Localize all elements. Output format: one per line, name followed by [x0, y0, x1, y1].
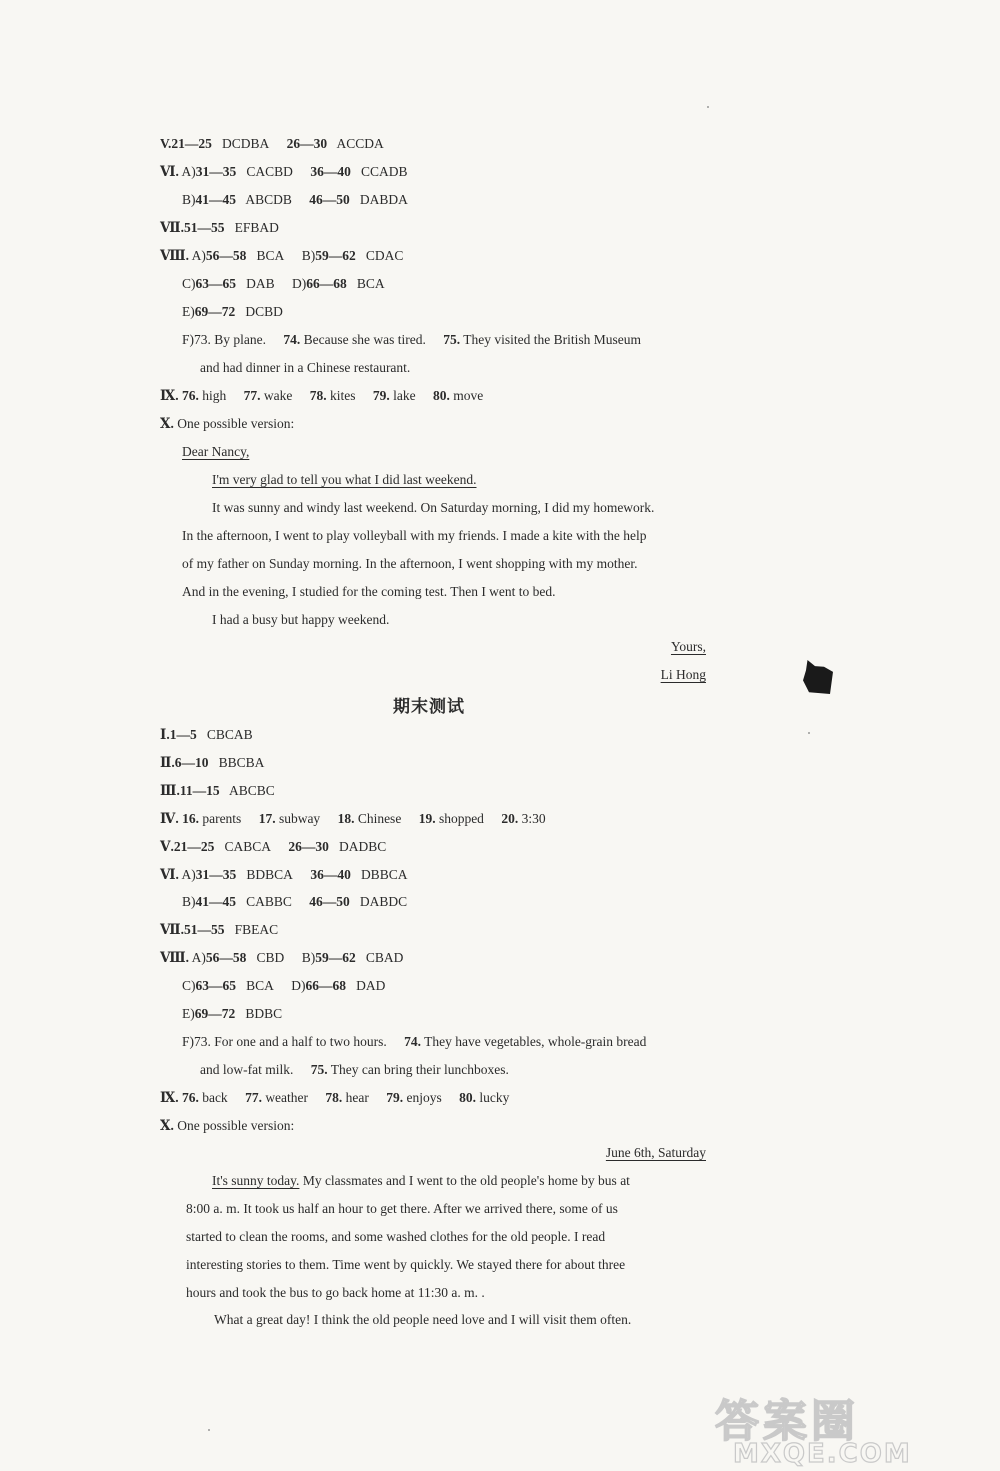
- letter-body-line: It was sunny and windy last weekend. On Saturday morning, I did my homework.: [212, 500, 655, 515]
- answer-word: lucky: [479, 1090, 510, 1105]
- final-section-x-intro: Ⅹ. One possible version:: [160, 1118, 295, 1133]
- watermark-url: MXQE.COM: [733, 1439, 912, 1469]
- answers: DABDA: [359, 192, 408, 207]
- final-section-iii-answers: Ⅲ.11—15 ABCBC: [160, 783, 275, 798]
- section-vi-answers-b: [182, 191, 408, 209]
- diary-date: June 6th, Saturday: [605, 1145, 706, 1160]
- answers: BCA: [356, 276, 385, 291]
- question-range: 31—35: [195, 164, 237, 179]
- question-number: 17.: [258, 811, 276, 826]
- question-number: 75.: [310, 1062, 328, 1077]
- answer-word: parents: [202, 811, 242, 826]
- question-range: 59—62: [315, 950, 356, 965]
- answers: ABCBC: [228, 783, 275, 798]
- part-label: F): [182, 1034, 195, 1049]
- question-range: 69—72: [194, 1006, 236, 1021]
- section-viii-answers-e: [182, 303, 283, 321]
- roman-numeral: Ⅷ: [160, 248, 186, 263]
- question-range: 21—25: [173, 839, 215, 854]
- roman-numeral: Ⅳ: [160, 811, 176, 826]
- diary-body-line: started to clean the rooms, and some washed clothes for the old people. I read: [186, 1229, 606, 1244]
- answers: CABCA: [224, 839, 271, 854]
- question-range: 41—45: [195, 192, 236, 207]
- question-range: 26—30: [288, 839, 329, 854]
- question-number: 16.: [182, 811, 199, 826]
- question-range: 66—68: [306, 276, 347, 291]
- answers: CBAD: [365, 950, 404, 965]
- part-label: B): [182, 192, 196, 207]
- answers: CABBC: [246, 894, 292, 909]
- diary-text: My classmates and I went to the old people's home by bus at: [302, 1173, 630, 1188]
- answer-74-continued: and low-fat milk.: [200, 1062, 294, 1077]
- letter-greeting: Dear Nancy,: [182, 444, 250, 459]
- intro-text: One possible version:: [177, 416, 295, 431]
- final-section-viii-answers-cd: [182, 977, 385, 995]
- roman-numeral: Ⅱ: [160, 755, 172, 770]
- answer-word: lake: [393, 388, 416, 403]
- answers: DAB: [246, 276, 275, 291]
- answers: ABCDB: [245, 192, 292, 207]
- final-section-viii-answers-f: [182, 1033, 646, 1051]
- question-number: 76.: [181, 1090, 199, 1105]
- question-range: 56—58: [205, 248, 247, 263]
- question-number: 78.: [309, 388, 327, 403]
- question-number: 18.: [337, 811, 355, 826]
- intro-text: One possible version:: [177, 1118, 295, 1133]
- final-section-viii-answers-e: [182, 1005, 282, 1023]
- answer-word: wake: [263, 388, 293, 403]
- letter-closing-line: I had a busy but happy weekend.: [212, 612, 390, 627]
- roman-numeral: Ⅹ: [160, 416, 171, 431]
- question-number: 77.: [245, 1090, 262, 1105]
- answer-73: 73. By plane.: [194, 332, 267, 347]
- question-range: 51—55: [183, 220, 225, 235]
- section-viii-answer-75-cont: [200, 359, 410, 377]
- answer-word: enjoys: [406, 1090, 442, 1105]
- question-range: 1—5: [169, 727, 197, 742]
- speck: [808, 732, 810, 734]
- section-v-answers: V.21—25 DCDBA 26—30 ACCDA: [160, 136, 384, 151]
- section-viii-answers-cd: [182, 275, 385, 293]
- roman-numeral: V: [160, 136, 169, 151]
- answer-73: 73. For one and a half to two hours.: [194, 1034, 387, 1049]
- answers: CBCAB: [206, 727, 253, 742]
- part-label: C): [182, 978, 196, 993]
- question-range: 31—35: [195, 867, 237, 882]
- letter-opening: I'm very glad to tell you what I did last weekend.: [212, 472, 477, 487]
- question-range: 46—50: [309, 192, 350, 207]
- roman-numeral: Ⅲ: [160, 783, 177, 798]
- question-range: 26—30: [286, 136, 328, 151]
- answer-word: Chinese: [357, 811, 402, 826]
- part-label: A): [181, 867, 196, 882]
- final-section-iv-answers: Ⅳ. 16. parents 17. subway 18. Chinese 19. shopped 20. 3:30: [160, 811, 546, 826]
- question-range: 41—45: [195, 894, 236, 909]
- question-range: 51—55: [183, 922, 225, 937]
- section-viii-answers-ab: Ⅷ. A)56—58 BCA B)59—62 CDAC: [160, 248, 404, 263]
- answer-word: 3:30: [521, 811, 546, 826]
- part-label: C): [182, 276, 196, 291]
- answer-75: They can bring their lunchboxes.: [330, 1062, 509, 1077]
- part-label: B): [301, 248, 316, 263]
- roman-numeral: Ⅸ: [160, 1090, 176, 1105]
- part-label: B): [182, 894, 196, 909]
- roman-numeral: Ⅰ: [160, 727, 167, 742]
- diary-weather: It's sunny today.: [212, 1173, 300, 1188]
- answer-word: hear: [345, 1090, 369, 1105]
- final-section-ix-answers: Ⅸ. 76. back 77. weather 78. hear 79. enjoys 80. lucky: [160, 1090, 510, 1105]
- part-label: D): [291, 978, 306, 993]
- section-viii-answers-f: [182, 331, 641, 349]
- section-vii-answers: Ⅶ.51—55 EFBAD: [160, 220, 279, 235]
- final-section-viii-answers-ab: Ⅷ. A)56—58 CBD B)59—62 CBAD: [160, 950, 404, 965]
- answers: BDBCA: [246, 867, 293, 882]
- section-x-intro: Ⅹ. One possible version:: [160, 416, 295, 431]
- final-section-ii-answers: Ⅱ.6—10 BBCBA: [160, 755, 265, 770]
- part-label: D): [292, 276, 307, 291]
- letter-body-line: And in the evening, I studied for the coming test. Then I went to bed.: [182, 584, 556, 599]
- question-number: 74.: [404, 1034, 421, 1049]
- part-label: E): [182, 304, 195, 319]
- part-label: B): [301, 950, 316, 965]
- final-section-vii-answers: Ⅶ.51—55 FBEAC: [160, 922, 279, 937]
- roman-numeral: Ⅸ: [160, 388, 176, 403]
- roman-numeral: Ⅹ: [160, 1118, 171, 1133]
- diary-closing-line: What a great day! I think the old people need love and I will visit them often.: [214, 1312, 632, 1327]
- question-range: 59—62: [315, 248, 356, 263]
- answer-74: They have vegetables, whole-grain bread: [424, 1034, 647, 1049]
- answers: DCBD: [245, 304, 283, 319]
- final-section-vi-answers-a: Ⅵ. A)31—35 BDBCA 36—40 DBBCA: [160, 867, 408, 882]
- part-label: A): [191, 950, 206, 965]
- question-number: 80.: [432, 388, 450, 403]
- answers: CACBD: [246, 164, 293, 179]
- question-number: 20.: [501, 811, 519, 826]
- roman-numeral: Ⅵ: [160, 164, 176, 179]
- answers: DAD: [356, 978, 386, 993]
- question-range: 46—50: [309, 894, 350, 909]
- final-section-i-answers: Ⅰ.1—5 CBCAB: [160, 727, 253, 742]
- question-range: 63—65: [195, 978, 236, 993]
- answers: CBD: [256, 950, 285, 965]
- question-number: 80.: [459, 1090, 477, 1105]
- diary-body-line: interesting stories to them. Time went by quickly. We stayed there for about three: [186, 1257, 626, 1272]
- question-range: 36—40: [310, 867, 351, 882]
- question-range: 69—72: [194, 304, 236, 319]
- answer-75-continued: and had dinner in a Chinese restaurant.: [200, 360, 411, 375]
- question-range: 11—15: [179, 783, 220, 798]
- answers: DBBCA: [360, 867, 408, 882]
- answers: ACCDA: [336, 136, 384, 151]
- question-range: 21—25: [171, 136, 212, 151]
- section-ix-answers: Ⅸ. 76. high 77. wake 78. kites 79. lake 80. move: [160, 388, 484, 403]
- question-range: 36—40: [310, 164, 351, 179]
- final-section-vi-answers-b: [182, 893, 407, 911]
- section-vi-answers-a: Ⅵ. A)31—35 CACBD 36—40 CCADB: [160, 164, 408, 179]
- question-number: 75.: [443, 332, 461, 347]
- letter-signoff: Yours,: [670, 639, 706, 654]
- answers: BDBC: [245, 1006, 283, 1021]
- answers: CCADB: [360, 164, 408, 179]
- question-range: 66—68: [305, 978, 347, 993]
- part-label: A): [191, 248, 206, 263]
- part-label: A): [181, 164, 196, 179]
- ink-blot: [803, 660, 833, 694]
- diary-body-line: hours and took the bus to go back home at 11:30 a. m. .: [186, 1285, 485, 1300]
- roman-numeral: Ⅴ: [160, 839, 171, 854]
- answers: BBCBA: [218, 755, 265, 770]
- roman-numeral: Ⅵ: [160, 867, 176, 882]
- answers: DABDC: [359, 894, 408, 909]
- part-label: E): [182, 1006, 195, 1021]
- question-number: 19.: [418, 811, 436, 826]
- answers: DADBC: [339, 839, 387, 854]
- answer-75: They visited the British Museum: [463, 332, 641, 347]
- part-label: F): [182, 332, 195, 347]
- roman-numeral: Ⅷ: [160, 950, 186, 965]
- question-number: 74.: [283, 332, 301, 347]
- answer-word: subway: [278, 811, 321, 826]
- watermark-logo: 答案圈: [715, 1396, 859, 1447]
- question-range: 6—10: [174, 755, 209, 770]
- answer-word: weather: [265, 1090, 309, 1105]
- question-number: 78.: [325, 1090, 343, 1105]
- answers: EFBAD: [234, 220, 279, 235]
- speck: [707, 106, 709, 108]
- answer-word: high: [202, 388, 227, 403]
- final-section-v-answers: Ⅴ.21—25 CABCA 26—30 DADBC: [160, 839, 387, 854]
- roman-numeral: Ⅶ: [160, 220, 181, 235]
- answer-word: back: [202, 1090, 228, 1105]
- final-section-viii-answers-f-cont: [200, 1061, 509, 1079]
- question-number: 79.: [386, 1090, 404, 1105]
- site-watermark: [715, 1385, 985, 1471]
- letter-body-line: In the afternoon, I went to play volleyball with my friends. I made a kite with the help: [182, 528, 647, 543]
- question-range: 63—65: [195, 276, 236, 291]
- roman-numeral: Ⅶ: [160, 922, 181, 937]
- diary-body-line: 8:00 a. m. It took us half an hour to get there. After we arrived there, some of us: [186, 1201, 618, 1216]
- page-title: 期末测试: [393, 697, 465, 717]
- answers: FBEAC: [234, 922, 279, 937]
- question-range: 56—58: [205, 950, 247, 965]
- answers: BCA: [256, 248, 285, 263]
- question-number: 79.: [372, 388, 390, 403]
- answers: BCA: [246, 978, 274, 993]
- letter-signature: Li Hong: [660, 667, 706, 682]
- answer-word: shopped: [438, 811, 484, 826]
- letter-body-line: of my father on Sunday morning. In the afternoon, I went shopping with my mother.: [182, 556, 638, 571]
- diary-first-line: [212, 1172, 630, 1190]
- speck: [208, 1429, 210, 1431]
- answers: CDAC: [365, 248, 404, 263]
- answer-word: kites: [329, 388, 356, 403]
- question-number: 76.: [181, 388, 199, 403]
- answer-74: Because she was tired.: [303, 332, 426, 347]
- answers: DCDBA: [222, 136, 270, 151]
- answer-word: move: [453, 388, 484, 403]
- question-number: 77.: [243, 388, 261, 403]
